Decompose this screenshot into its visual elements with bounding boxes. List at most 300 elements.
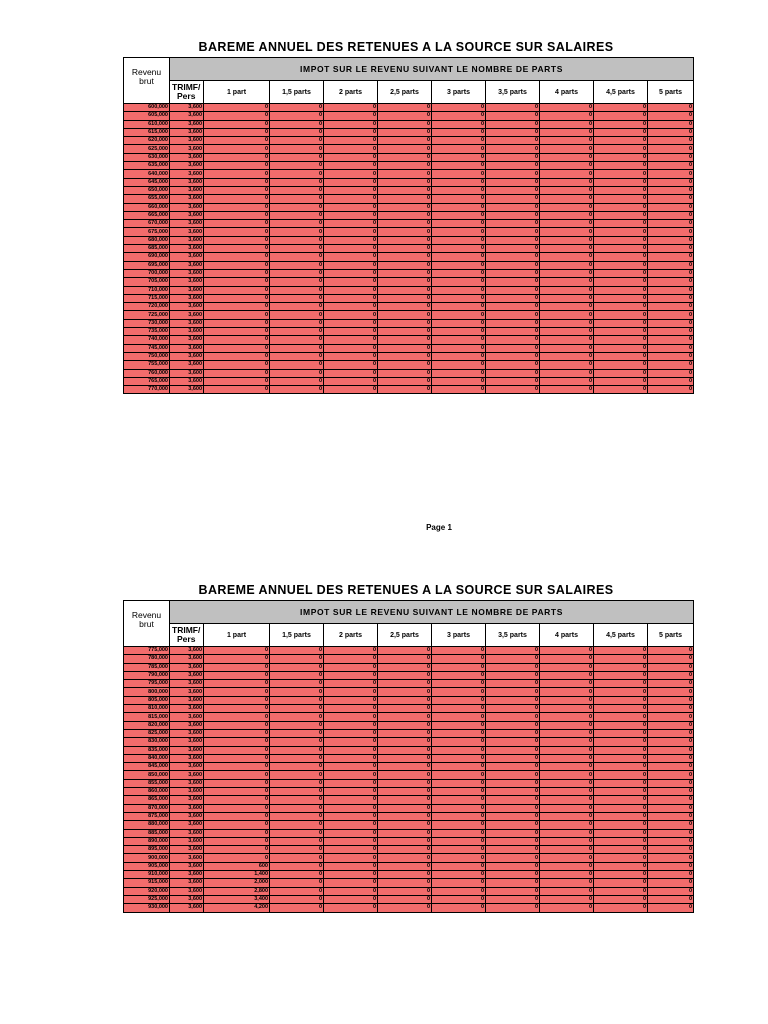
impot-cell: 0: [270, 269, 324, 277]
impot-cell: 0: [594, 261, 648, 269]
impot-cell: 0: [270, 796, 324, 804]
revenu-cell: 685,000: [124, 245, 170, 253]
impot-cell: 0: [432, 796, 486, 804]
impot-cell: 0: [486, 738, 540, 746]
impot-cell: 0: [432, 261, 486, 269]
impot-cell: 0: [270, 879, 324, 887]
impot-cell: 0: [270, 186, 324, 194]
impot-cell: 0: [486, 344, 540, 352]
impot-cell: 0: [486, 804, 540, 812]
impot-cell: 0: [648, 680, 694, 688]
trimf-cell: 3,600: [170, 162, 204, 170]
impot-cell: 0: [432, 754, 486, 762]
trimf-cell: 3,600: [170, 220, 204, 228]
impot-cell: 0: [270, 211, 324, 219]
trimf-cell: 3,600: [170, 386, 204, 394]
impot-cell: 0: [540, 846, 594, 854]
impot-cell: 0: [432, 112, 486, 120]
impot-cell: 0: [594, 713, 648, 721]
impot-cell: 0: [648, 754, 694, 762]
impot-cell: 0: [204, 344, 270, 352]
impot-cell: 0: [594, 162, 648, 170]
impot-cell: 0: [204, 203, 270, 211]
impot-cell: 0: [486, 887, 540, 895]
impot-cell: 0: [378, 821, 432, 829]
impot-cell: 0: [486, 377, 540, 385]
impot-cell: 0: [270, 821, 324, 829]
impot-cell: 0: [204, 763, 270, 771]
impot-cell: 0: [378, 336, 432, 344]
impot-cell: 0: [594, 746, 648, 754]
revenu-cell: 860,000: [124, 788, 170, 796]
impot-cell: 0: [432, 821, 486, 829]
impot-cell: 0: [648, 361, 694, 369]
impot-cell: 0: [378, 887, 432, 895]
impot-cell: 0: [270, 680, 324, 688]
impot-cell: 0: [270, 871, 324, 879]
impot-cell: 0: [204, 705, 270, 713]
impot-cell: 0: [378, 721, 432, 729]
impot-cell: 0: [594, 879, 648, 887]
impot-cell: 0: [648, 862, 694, 870]
impot-cell: 0: [540, 170, 594, 178]
col-header-1-part: 1 part: [204, 81, 270, 104]
trimf-cell: 3,600: [170, 377, 204, 385]
impot-cell: 0: [270, 112, 324, 120]
table-row: [124, 854, 694, 862]
table-row: [124, 705, 694, 713]
impot-cell: 0: [378, 361, 432, 369]
trimf-cell: 3,600: [170, 788, 204, 796]
impot-cell: 0: [270, 746, 324, 754]
trimf-cell: 3,600: [170, 779, 204, 787]
impot-cell: 0: [270, 352, 324, 360]
revenu-cell: 740,000: [124, 336, 170, 344]
impot-cell: 0: [270, 178, 324, 186]
impot-cell: 0: [540, 261, 594, 269]
impot-cell: 0: [648, 386, 694, 394]
impot-cell: 0: [378, 186, 432, 194]
impot-cell: 0: [432, 804, 486, 812]
impot-cell: 0: [540, 763, 594, 771]
impot-cell: 0: [378, 311, 432, 319]
trimf-cell: 3,600: [170, 186, 204, 194]
trimf-cell: 3,600: [170, 887, 204, 895]
impot-cell: 0: [648, 203, 694, 211]
impot-cell: 0: [324, 170, 378, 178]
impot-cell: 0: [648, 796, 694, 804]
impot-cell: 0: [486, 269, 540, 277]
revenu-cell: 830,000: [124, 738, 170, 746]
impot-cell: 0: [486, 178, 540, 186]
table-row: [124, 369, 694, 377]
revenu-cell: 720,000: [124, 303, 170, 311]
impot-cell: 0: [486, 829, 540, 837]
table-row: [124, 236, 694, 244]
impot-cell: 0: [204, 369, 270, 377]
impot-cell: 0: [378, 120, 432, 128]
impot-cell: 0: [270, 771, 324, 779]
impot-cell: 0: [540, 779, 594, 787]
col-header-3-5-parts: 3,5 parts: [486, 624, 540, 647]
trimf-cell: 3,600: [170, 311, 204, 319]
impot-cell: 0: [378, 245, 432, 253]
table-row: [124, 145, 694, 153]
table-row: [124, 153, 694, 161]
impot-cell: 0: [324, 788, 378, 796]
trimf-cell: 3,600: [170, 104, 204, 112]
table-row: [124, 336, 694, 344]
table-row: [124, 688, 694, 696]
impot-cell: 0: [486, 294, 540, 302]
impot-cell: 0: [270, 837, 324, 845]
table-row: [124, 178, 694, 186]
impot-cell: 0: [204, 220, 270, 228]
impot-cell: 0: [486, 647, 540, 655]
impot-cell: 0: [270, 763, 324, 771]
impot-cell: 0: [486, 369, 540, 377]
table-row: [124, 328, 694, 336]
impot-cell: 0: [648, 377, 694, 385]
impot-cell: 0: [270, 369, 324, 377]
impot-cell: 0: [540, 236, 594, 244]
impot-cell: 0: [270, 705, 324, 713]
impot-cell: 0: [270, 128, 324, 136]
impot-cell: 0: [270, 895, 324, 903]
col-header-4-5-parts: 4,5 parts: [594, 624, 648, 647]
impot-cell: 0: [204, 120, 270, 128]
impot-cell: 0: [594, 386, 648, 394]
impot-cell: 0: [540, 738, 594, 746]
revenu-cell: 790,000: [124, 671, 170, 679]
impot-cell: 0: [378, 386, 432, 394]
impot-cell: 0: [324, 278, 378, 286]
impot-cell: 0: [204, 278, 270, 286]
impot-cell: 0: [324, 120, 378, 128]
table-row: [124, 245, 694, 253]
impot-cell: 0: [648, 137, 694, 145]
revenu-cell: 690,000: [124, 253, 170, 261]
impot-cell: 0: [270, 688, 324, 696]
impot-cell: 0: [486, 352, 540, 360]
impot-cell: 0: [594, 153, 648, 161]
impot-cell: 0: [324, 377, 378, 385]
impot-cell: 0: [204, 311, 270, 319]
impot-cell: 0: [432, 294, 486, 302]
impot-cell: 0: [648, 705, 694, 713]
impot-cell: 0: [594, 352, 648, 360]
impot-cell: 0: [594, 170, 648, 178]
impot-cell: 0: [648, 336, 694, 344]
impot-cell: 0: [540, 386, 594, 394]
impot-cell: 0: [486, 220, 540, 228]
trimf-cell: 3,600: [170, 729, 204, 737]
impot-cell: 0: [204, 361, 270, 369]
impot-cell: 0: [540, 186, 594, 194]
impot-cell: 0: [324, 186, 378, 194]
impot-cell: 0: [378, 220, 432, 228]
trimf-header: TRIMF/ Pers: [170, 624, 204, 647]
impot-cell: 0: [270, 663, 324, 671]
impot-cell: 0: [540, 336, 594, 344]
impot-cell: 0: [270, 278, 324, 286]
impot-cell: 0: [204, 211, 270, 219]
impot-cell: 0: [432, 386, 486, 394]
impot-cell: 0: [648, 804, 694, 812]
impot-cell: 0: [594, 696, 648, 704]
impot-cell: 0: [270, 779, 324, 787]
impot-cell: 0: [378, 145, 432, 153]
impot-cell: 0: [648, 344, 694, 352]
impot-cell: 0: [540, 195, 594, 203]
impot-cell: 0: [432, 779, 486, 787]
table-row: [124, 738, 694, 746]
impot-cell: 0: [270, 311, 324, 319]
impot-cell: 0: [540, 245, 594, 253]
impot-cell: 0: [270, 253, 324, 261]
impot-cell: 0: [648, 220, 694, 228]
impot-cell: 0: [378, 303, 432, 311]
impot-cell: 0: [540, 721, 594, 729]
impot-cell: 0: [324, 895, 378, 903]
impot-cell: 0: [324, 369, 378, 377]
impot-cell: 0: [540, 871, 594, 879]
trimf-cell: 3,600: [170, 245, 204, 253]
col-header-2-parts: 2 parts: [324, 624, 378, 647]
table-row: [124, 352, 694, 360]
impot-cell: 0: [486, 328, 540, 336]
table-row: [124, 671, 694, 679]
impot-cell: 0: [204, 854, 270, 862]
revenu-cell: 620,000: [124, 137, 170, 145]
impot-cell: 0: [324, 104, 378, 112]
impot-cell: 0: [378, 788, 432, 796]
trimf-cell: 3,600: [170, 846, 204, 854]
impot-cell: 0: [648, 713, 694, 721]
trimf-cell: 3,600: [170, 671, 204, 679]
impot-cell: 0: [648, 837, 694, 845]
impot-cell: 0: [648, 311, 694, 319]
revenu-cell: 655,000: [124, 195, 170, 203]
trimf-cell: 3,600: [170, 195, 204, 203]
impot-cell: 0: [432, 286, 486, 294]
impot-cell: 0: [204, 245, 270, 253]
impot-cell: 0: [378, 162, 432, 170]
impot-cell: 0: [324, 846, 378, 854]
impot-cell: 1,400: [204, 871, 270, 879]
table-row: [124, 788, 694, 796]
impot-cell: 0: [432, 344, 486, 352]
impot-cell: 0: [204, 186, 270, 194]
impot-cell: 0: [486, 754, 540, 762]
col-header-5-parts: 5 parts: [648, 81, 694, 104]
impot-cell: 0: [270, 153, 324, 161]
trimf-cell: 3,600: [170, 112, 204, 120]
impot-cell: 0: [324, 344, 378, 352]
impot-cell: 0: [324, 269, 378, 277]
impot-cell: 0: [486, 655, 540, 663]
impot-cell: 0: [648, 211, 694, 219]
table-row: [124, 779, 694, 787]
revenu-cell: 670,000: [124, 220, 170, 228]
revenu-cell: 695,000: [124, 261, 170, 269]
impot-cell: 0: [270, 137, 324, 145]
trimf-cell: 3,600: [170, 336, 204, 344]
trimf-cell: 3,600: [170, 269, 204, 277]
impot-cell: 0: [432, 170, 486, 178]
trimf-cell: 3,600: [170, 829, 204, 837]
impot-cell: 0: [648, 871, 694, 879]
revenu-cell: 805,000: [124, 696, 170, 704]
impot-cell: 0: [378, 228, 432, 236]
impot-cell: 0: [594, 211, 648, 219]
impot-cell: 0: [378, 680, 432, 688]
impot-cell: 0: [378, 170, 432, 178]
impot-cell: 0: [378, 663, 432, 671]
impot-cell: 0: [324, 128, 378, 136]
table-row: [124, 261, 694, 269]
revenu-cell: 875,000: [124, 812, 170, 820]
impot-cell: 0: [648, 696, 694, 704]
impot-cell: 0: [324, 211, 378, 219]
col-header-2-5-parts: 2,5 parts: [378, 624, 432, 647]
impot-cell: 0: [432, 203, 486, 211]
impot-cell: 0: [594, 203, 648, 211]
trimf-cell: 3,600: [170, 746, 204, 754]
impot-cell: 0: [432, 269, 486, 277]
impot-cell: 0: [324, 647, 378, 655]
impot-cell: 0: [324, 862, 378, 870]
impot-cell: 0: [594, 328, 648, 336]
impot-cell: 0: [540, 680, 594, 688]
impot-cell: 0: [432, 145, 486, 153]
impot-cell: 0: [432, 253, 486, 261]
impot-cell: 0: [324, 220, 378, 228]
impot-cell: 0: [648, 178, 694, 186]
impot-cell: 0: [204, 261, 270, 269]
impot-cell: 0: [378, 344, 432, 352]
impot-cell: 0: [648, 812, 694, 820]
impot-cell: 0: [204, 713, 270, 721]
impot-cell: 0: [432, 303, 486, 311]
revenu-cell: 800,000: [124, 688, 170, 696]
revenu-cell: 930,000: [124, 904, 170, 912]
trimf-cell: 3,600: [170, 303, 204, 311]
impot-cell: 0: [324, 236, 378, 244]
impot-cell: 0: [486, 696, 540, 704]
impot-cell: 0: [486, 319, 540, 327]
impot-cell: 0: [594, 311, 648, 319]
impot-cell: 0: [378, 779, 432, 787]
impot-cell: 0: [648, 746, 694, 754]
impot-cell: 0: [432, 162, 486, 170]
impot-cell: 0: [378, 352, 432, 360]
impot-cell: 0: [540, 796, 594, 804]
impot-cell: 0: [204, 655, 270, 663]
impot-cell: 0: [648, 128, 694, 136]
col-header-1-5-parts: 1,5 parts: [270, 81, 324, 104]
table-row: [124, 746, 694, 754]
impot-cell: 0: [324, 352, 378, 360]
impot-cell: 0: [486, 837, 540, 845]
impot-cell: 0: [324, 754, 378, 762]
impot-cell: 0: [594, 871, 648, 879]
table-row: [124, 837, 694, 845]
impot-cell: 0: [324, 821, 378, 829]
table-row: [124, 303, 694, 311]
impot-cell: 0: [432, 120, 486, 128]
impot-cell: 0: [648, 829, 694, 837]
impot-cell: 0: [324, 688, 378, 696]
impot-cell: 0: [540, 137, 594, 145]
impot-cell: 0: [432, 829, 486, 837]
impot-cell: 0: [594, 846, 648, 854]
impot-cell: 0: [594, 829, 648, 837]
impot-cell: 0: [594, 137, 648, 145]
revenu-cell: 825,000: [124, 729, 170, 737]
trimf-cell: 3,600: [170, 705, 204, 713]
impot-cell: 0: [378, 771, 432, 779]
impot-cell: 0: [270, 145, 324, 153]
impot-cell: 0: [432, 763, 486, 771]
table-row: [124, 871, 694, 879]
impot-cell: 0: [540, 294, 594, 302]
impot-cell: 0: [270, 104, 324, 112]
page-title: BAREME ANNUEL DES RETENUES A LA SOURCE SUR SALAIRES: [198, 40, 614, 54]
impot-cell: 0: [378, 705, 432, 713]
impot-cell: 0: [540, 361, 594, 369]
impot-cell: 0: [378, 203, 432, 211]
impot-header: IMPOT SUR LE REVENU SUIVANT LE NOMBRE DE PARTS: [170, 58, 694, 81]
table-row: [124, 220, 694, 228]
trimf-cell: 3,600: [170, 812, 204, 820]
impot-cell: 0: [540, 821, 594, 829]
impot-cell: 0: [540, 879, 594, 887]
table-row: [124, 754, 694, 762]
impot-cell: 0: [432, 871, 486, 879]
impot-cell: 0: [486, 311, 540, 319]
impot-cell: 0: [594, 195, 648, 203]
impot-cell: 0: [204, 352, 270, 360]
impot-cell: 0: [324, 680, 378, 688]
impot-cell: 0: [594, 688, 648, 696]
impot-cell: 0: [324, 713, 378, 721]
impot-cell: 0: [540, 253, 594, 261]
trimf-cell: 3,600: [170, 319, 204, 327]
col-header-1-5-parts: 1,5 parts: [270, 624, 324, 647]
revenu-cell: 750,000: [124, 352, 170, 360]
impot-cell: 0: [648, 153, 694, 161]
trimf-cell: 3,600: [170, 328, 204, 336]
impot-cell: 0: [324, 245, 378, 253]
impot-cell: 0: [594, 294, 648, 302]
trimf-cell: 3,600: [170, 128, 204, 136]
impot-cell: 0: [324, 336, 378, 344]
impot-cell: 0: [648, 294, 694, 302]
impot-cell: 0: [486, 386, 540, 394]
impot-cell: 0: [594, 647, 648, 655]
impot-cell: 0: [486, 245, 540, 253]
revenu-cell: 785,000: [124, 663, 170, 671]
impot-cell: 0: [540, 854, 594, 862]
impot-cell: 0: [324, 746, 378, 754]
impot-cell: 0: [648, 879, 694, 887]
revenu-cell: 715,000: [124, 294, 170, 302]
impot-cell: 0: [486, 203, 540, 211]
impot-cell: 0: [594, 721, 648, 729]
impot-cell: 0: [432, 220, 486, 228]
revenu-cell: 600,000: [124, 104, 170, 112]
